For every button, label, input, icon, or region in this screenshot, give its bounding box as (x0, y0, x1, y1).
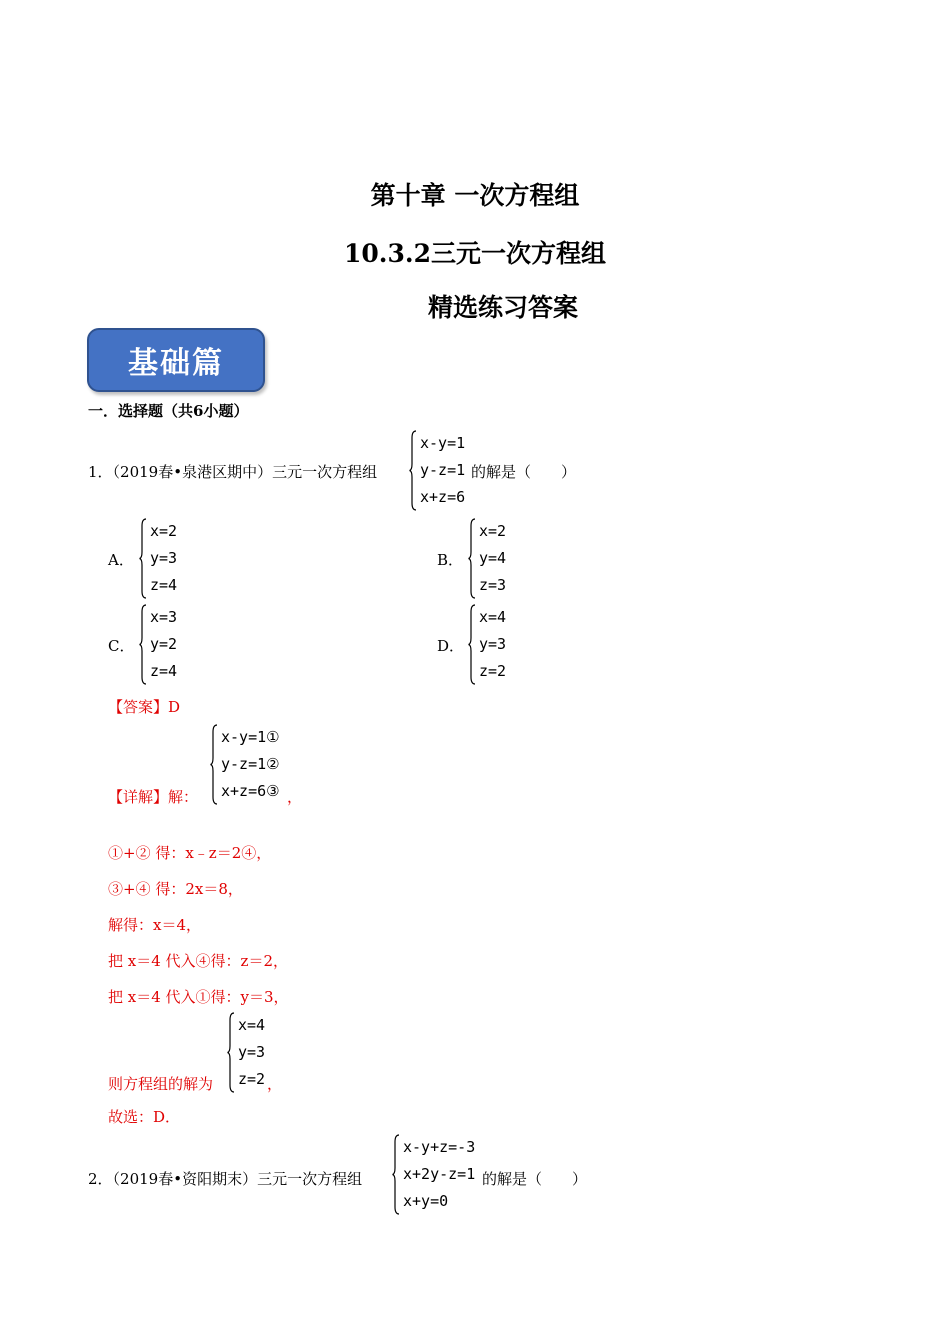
basics-badge: 基础篇 (87, 328, 265, 392)
q1-eq-3: x+z=6 (420, 488, 466, 506)
option-b-eq-3: z=3 (479, 576, 507, 594)
detail-label: 【详解】解： (108, 788, 199, 806)
detail-comma: ， (287, 788, 303, 806)
option-b-eq-2: y=4 (479, 549, 507, 567)
option-c-label[interactable]: C． (108, 637, 135, 655)
option-c-eq-1: x=3 (150, 608, 178, 626)
option-a-system[interactable] (139, 518, 199, 599)
option-b-label[interactable]: B． (437, 551, 464, 569)
brace-icon (227, 1012, 235, 1093)
brace-icon (409, 430, 417, 511)
q2-system (392, 1134, 492, 1215)
detail-eq-3: x+z=6③ (221, 782, 280, 800)
q2-prefix: 2．（2019春•资阳期末）三元一次方程组 (88, 1170, 363, 1188)
brace-icon (468, 518, 476, 599)
option-a-eq-3: z=4 (150, 576, 178, 594)
answer: 【答案】D (108, 698, 181, 716)
option-d-eq-3: z=2 (479, 662, 507, 680)
step-5: 把 x＝4 代入①得：y＝3， (108, 988, 289, 1006)
solution-eq-1: x=4 (238, 1016, 266, 1034)
step-3: 解得：x＝4， (108, 916, 202, 934)
option-d-eq-2: y=3 (479, 635, 507, 653)
brace-icon (468, 604, 476, 685)
q1-prefix: 1．（2019春•泉港区期中）三元一次方程组 (88, 463, 378, 481)
subtitle: 精选练习答案 (427, 293, 578, 322)
option-a-eq-2: y=3 (150, 549, 178, 567)
solution-label: 则方程组的解为 (108, 1075, 214, 1093)
option-a-eq-1: x=2 (150, 522, 178, 540)
solution-eq-3: z=2 (238, 1070, 266, 1088)
solution-eq-2: y=3 (238, 1043, 266, 1061)
option-d-label[interactable]: D． (437, 637, 465, 655)
option-b-eq-1: x=2 (479, 522, 507, 540)
q2-suffix: 的解是（ ） (482, 1170, 588, 1188)
choice: 故选：D． (108, 1108, 181, 1126)
solution-comma: ， (267, 1075, 283, 1093)
q1-system (409, 430, 479, 511)
step-1: ①+② 得：x﹣z＝2④， (108, 844, 272, 862)
brace-icon (139, 518, 147, 599)
brace-icon (139, 604, 147, 685)
option-c-system[interactable] (139, 604, 199, 685)
q2-eq-3: x+y=0 (403, 1192, 449, 1210)
q1-suffix: 的解是（ ） (471, 463, 577, 481)
option-d-system[interactable] (468, 604, 528, 685)
q2-eq-1: x-y+z=-3 (403, 1138, 476, 1156)
detail-eq-1: x-y=1① (221, 728, 280, 746)
step-2: ③+④ 得：2x＝8， (108, 880, 243, 898)
q1-eq-2: y-z=1 (420, 461, 466, 479)
chapter-title: 第十章 一次方程组 (370, 181, 580, 210)
detail-eq-2: y-z=1② (221, 755, 280, 773)
section-heading: 一．选择题（共6小题） (88, 402, 249, 420)
brace-icon (210, 724, 218, 805)
section-title: 10.3.2三元一次方程组 (344, 239, 606, 268)
option-d-eq-1: x=4 (479, 608, 507, 626)
step-4: 把 x＝4 代入④得：z＝2， (108, 952, 288, 970)
option-a-label[interactable]: A． (108, 551, 134, 569)
option-c-eq-3: z=4 (150, 662, 178, 680)
option-b-system[interactable] (468, 518, 528, 599)
q1-eq-1: x-y=1 (420, 434, 466, 452)
brace-icon (392, 1134, 400, 1215)
option-c-eq-2: y=2 (150, 635, 178, 653)
q2-eq-2: x+2y-z=1 (403, 1165, 476, 1183)
